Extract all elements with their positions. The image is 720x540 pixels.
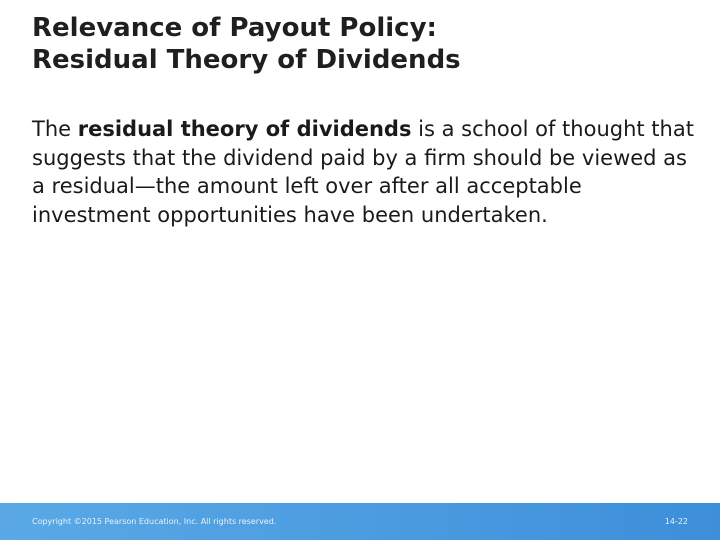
body-text-intro: The — [32, 117, 78, 141]
key-term: residual theory of dividends — [77, 117, 412, 141]
footer-copyright: Copyright ©2015 Pearson Education, Inc. All rights reserved. — [32, 517, 277, 526]
slide-body-paragraph — [32, 115, 702, 229]
page-number: 14-22 — [664, 517, 688, 526]
body-text-definition: is a school of thought that suggests that the dividend paid by a firm should be viewed as a residual—the amount left over after all acceptable investment opportunities have been undertaken. — [32, 117, 694, 227]
slide-title — [32, 12, 692, 76]
footer-bar — [0, 503, 720, 540]
slide-title-line-2: Residual Theory of Dividends — [32, 45, 461, 75]
slide-title-line-1: Relevance of Payout Policy: — [32, 13, 437, 43]
